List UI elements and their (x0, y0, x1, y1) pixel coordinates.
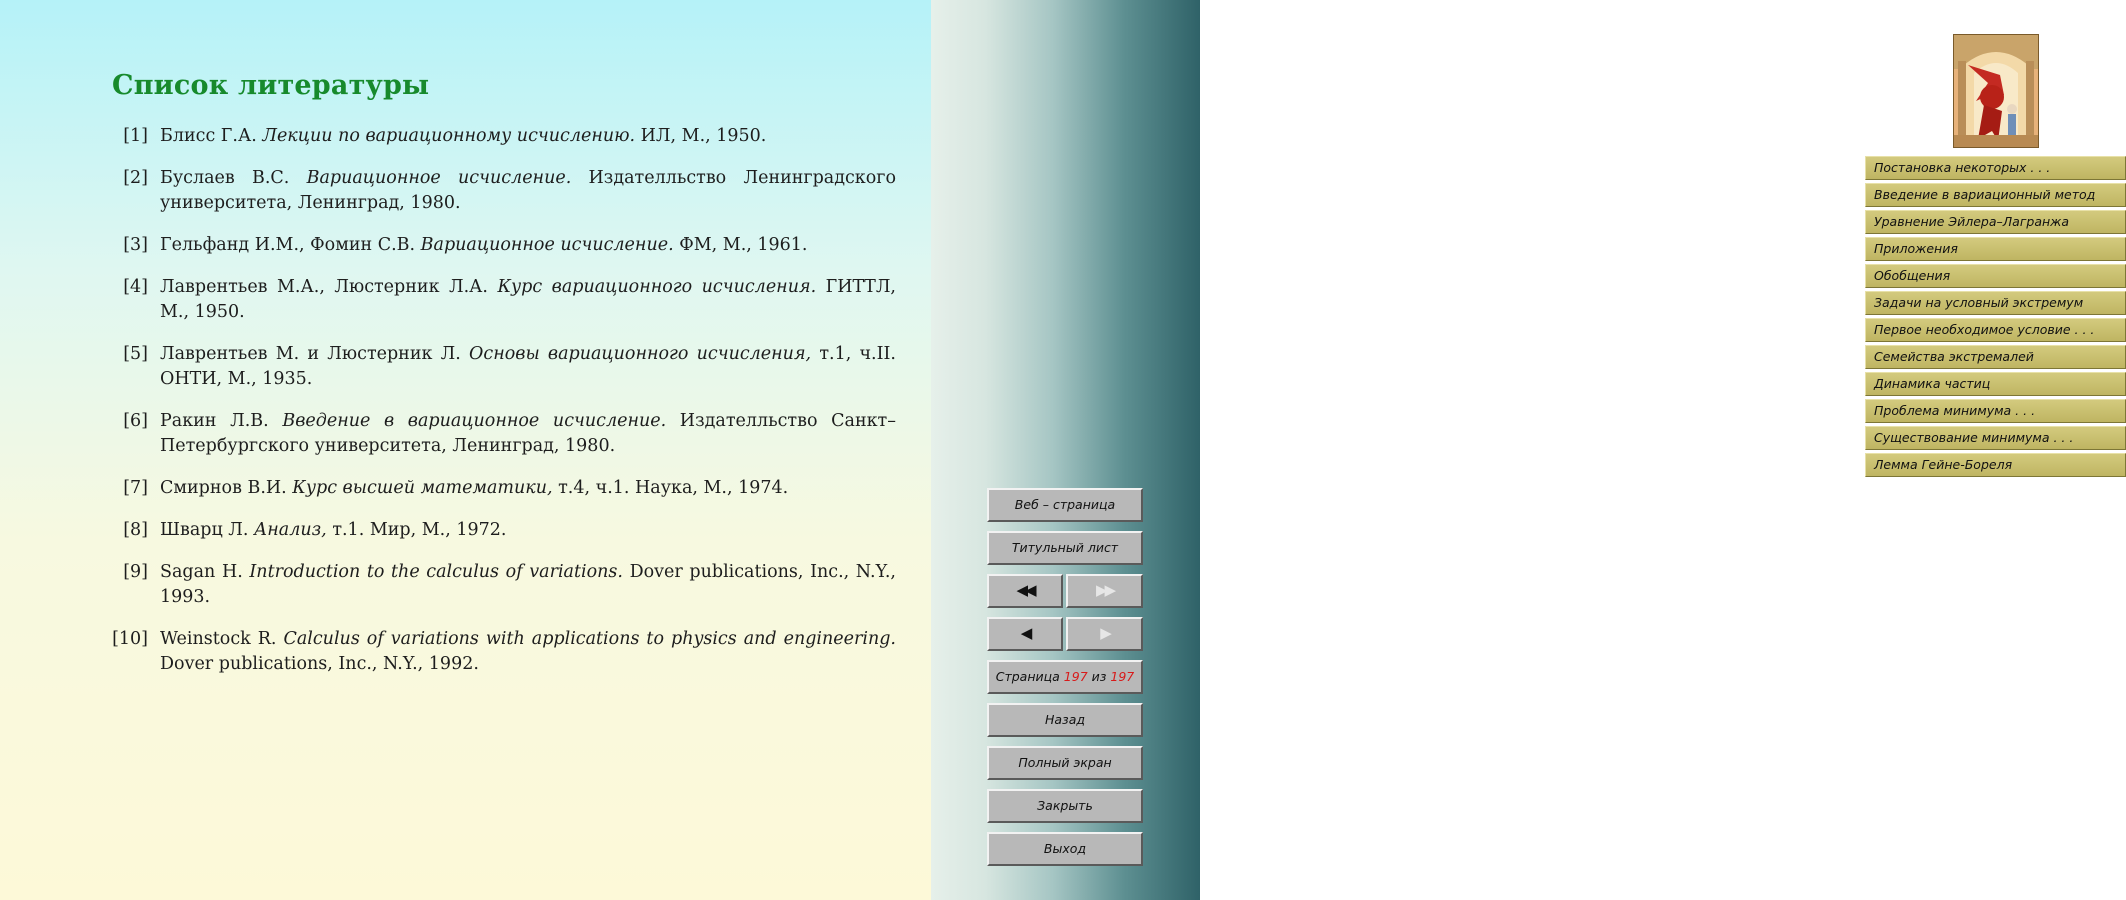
document-page (0, 0, 931, 900)
reference-item (0, 342, 931, 392)
reference-item (0, 124, 931, 149)
reference-author: Буслаев В.С. (160, 168, 307, 188)
title-page-button[interactable]: Титульный лист (987, 531, 1143, 565)
page-indicator (987, 660, 1143, 694)
reference-publisher: т.1, ч.II. ОНТИ, М., 1935. (160, 344, 896, 389)
reference-title: Introduction to the calculus of variations. (249, 562, 623, 582)
reference-item (0, 166, 931, 216)
table-of-contents (1865, 156, 2126, 480)
toc-item[interactable]: Обобщения (1865, 264, 2126, 288)
reference-number: [2] (123, 168, 148, 188)
total-page-number: 197 (1110, 669, 1135, 684)
reference-author: Лаврентьев М.А., Люстерник Л.А. (160, 277, 498, 297)
reference-author: Weinstock R. (160, 629, 284, 649)
toc-item[interactable]: Введение в вариационный метод (1865, 183, 2126, 207)
reference-text (160, 342, 896, 392)
reference-title: Основы вариационного исчисления, (469, 344, 812, 364)
reference-text (160, 233, 896, 258)
toc-item[interactable]: Уравнение Эйлера–Лагранжа (1865, 210, 2126, 234)
reference-publisher: Издателльство Санкт–Петербургского университета, Ленинград, 1980. (160, 411, 896, 456)
toc-item[interactable]: Приложения (1865, 237, 2126, 261)
reference-text (160, 409, 896, 459)
reference-title: Введение в вариационное исчисление. (282, 411, 667, 431)
current-page-number: 197 (1063, 669, 1088, 684)
double-left-arrow-icon: ◀◀ (1016, 581, 1034, 599)
reference-title: Анализ, (254, 520, 327, 540)
toc-item[interactable]: Проблема минимума . . . (1865, 399, 2126, 423)
reference-title: Calculus of variations with applications to physics and engineering. (283, 629, 896, 649)
reference-number: [5] (123, 344, 148, 364)
reference-item (0, 409, 931, 459)
reference-text (160, 275, 896, 325)
page-indicator-separator: из (1091, 669, 1107, 684)
page-title: Список литературы (112, 70, 430, 101)
toc-item[interactable]: Первое необходимое условие . . . (1865, 318, 2126, 342)
reference-text (160, 627, 896, 677)
reference-text (160, 518, 896, 543)
fullscreen-button[interactable]: Полный экран (987, 746, 1143, 780)
toc-item[interactable]: Задачи на условный экстремум (1865, 291, 2126, 315)
previous-page-button[interactable] (987, 617, 1063, 651)
reference-title: Вариационное исчисление. (420, 235, 674, 255)
reference-author: Sagan H. (160, 562, 250, 582)
next-page-button[interactable] (1066, 617, 1143, 651)
reference-title: Курс вариационного исчисления. (497, 277, 817, 297)
reference-publisher: Dover publications, Inc., N.Y., 1993. (160, 562, 896, 607)
toc-item[interactable]: Динамика частиц (1865, 372, 2126, 396)
reference-title: Курс высшей математики, (292, 478, 553, 498)
reference-number: [8] (123, 520, 148, 540)
reference-author: Шварц Л. (160, 520, 255, 540)
left-arrow-icon: ◀ (1020, 624, 1030, 642)
reference-number: [10] (112, 629, 148, 649)
toc-item[interactable]: Лемма Гейне-Бореля (1865, 453, 2126, 477)
reference-author: Блисс Г.А. (160, 126, 263, 146)
back-button[interactable]: Назад (987, 703, 1143, 737)
reference-item (0, 627, 931, 677)
reference-item (0, 233, 931, 258)
reference-item (0, 518, 931, 543)
reference-item (0, 476, 931, 501)
toc-item[interactable]: Постановка некоторых . . . (1865, 156, 2126, 180)
right-arrow-icon: ▶ (1100, 624, 1109, 642)
first-page-button[interactable] (987, 574, 1063, 608)
reference-text (160, 476, 896, 501)
exit-button[interactable]: Выход (987, 832, 1143, 866)
reference-author: Лаврентьев М. и Люстерник Л. (160, 344, 470, 364)
reference-number: [9] (123, 562, 148, 582)
reference-publisher: Dover publications, Inc., N.Y., 1992. (160, 654, 479, 674)
close-button[interactable]: Закрыть (987, 789, 1143, 823)
reference-author: Смирнов В.И. (160, 478, 293, 498)
reference-publisher: ГИТТЛ, М., 1950. (160, 277, 896, 322)
reference-number: [1] (123, 126, 148, 146)
reference-text (160, 124, 896, 149)
reference-number: [3] (123, 235, 148, 255)
page-indicator-prefix: Страница (995, 669, 1060, 684)
toc-item[interactable]: Семейства экстремалей (1865, 345, 2126, 369)
reference-text (160, 560, 896, 610)
reference-title: Вариационное исчисление. (306, 168, 572, 188)
reference-item (0, 560, 931, 610)
reference-publisher: ИЛ, М., 1950. (635, 126, 767, 146)
reference-publisher: ФМ, М., 1961. (673, 235, 808, 255)
reference-number: [6] (123, 411, 148, 431)
reference-author: Ракин Л.В. (160, 411, 283, 431)
reference-publisher: Издателльство Ленинградского университета, Ленинград, 1980. (160, 168, 896, 213)
reference-publisher: т.4, ч.1. Наука, М., 1974. (552, 478, 789, 498)
reference-number: [7] (123, 478, 148, 498)
reference-item (0, 275, 931, 325)
reference-publisher: т.1. Мир, М., 1972. (326, 520, 507, 540)
reference-list (0, 124, 931, 694)
toc-item[interactable]: Существование минимума . . . (1865, 426, 2126, 450)
reference-number: [4] (123, 277, 148, 297)
web-page-button[interactable]: Веб – страница (987, 488, 1143, 522)
reference-title: Лекции по вариационному исчислению. (262, 126, 636, 146)
double-right-arrow-icon: ▶▶ (1095, 581, 1114, 599)
reference-text (160, 166, 896, 216)
last-page-button[interactable] (1066, 574, 1143, 608)
reference-author: Гельфанд И.М., Фомин С.В. (160, 235, 421, 255)
dragon-illustration (1953, 34, 2039, 148)
